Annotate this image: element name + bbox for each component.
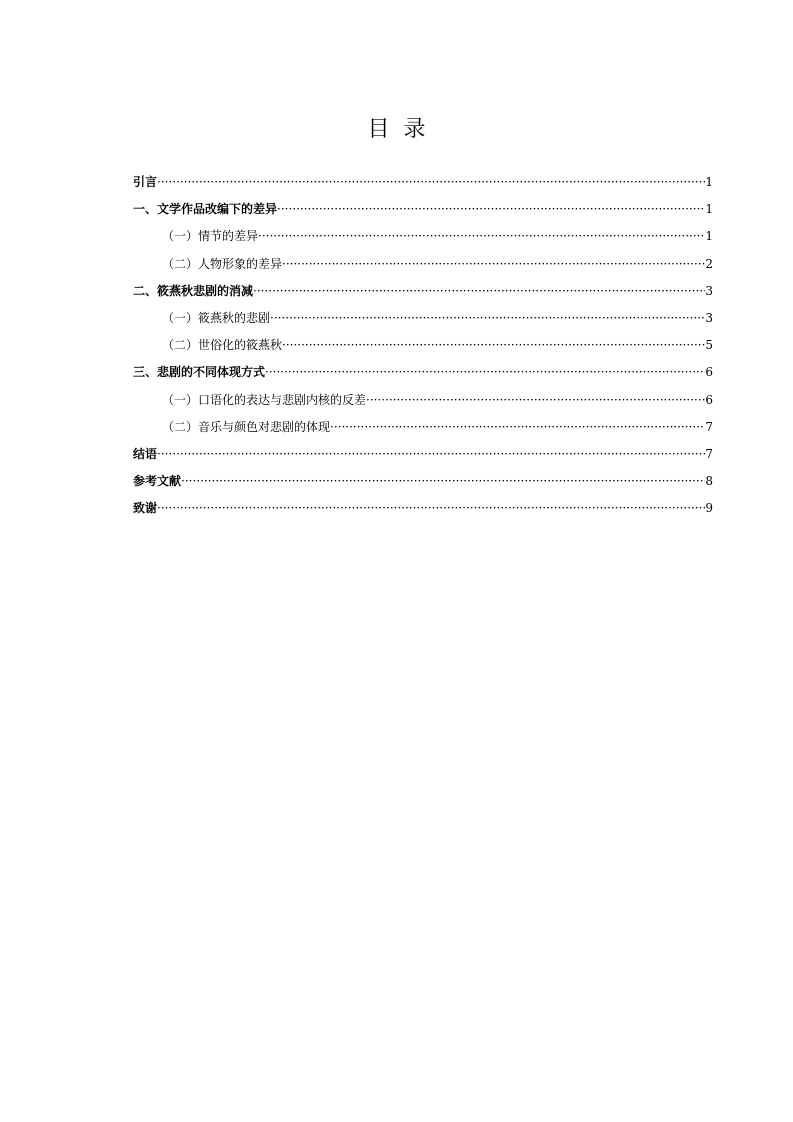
toc-entry-text: （二）音乐与颜色对悲剧的体现 — [162, 419, 331, 434]
toc-page-number: 7 — [705, 419, 713, 434]
toc-dot-leader — [258, 226, 705, 246]
toc-entry[interactable] — [133, 254, 713, 281]
toc-page-number: 8 — [705, 474, 713, 489]
toc-page-number: 3 — [705, 283, 713, 298]
toc-page-number: 1 — [705, 202, 713, 217]
toc-entry-text: 致谢 — [133, 501, 158, 516]
toc-entry-text: （二）人物形象的差异 — [162, 256, 283, 271]
toc-title: 目 录 — [367, 117, 426, 142]
toc-entry[interactable] — [133, 362, 713, 389]
toc-dot-leader — [253, 281, 705, 301]
toc-dot-leader — [270, 308, 705, 328]
toc-dot-leader — [157, 498, 705, 518]
toc-dot-leader — [157, 172, 705, 192]
toc-page-number: 1 — [705, 175, 713, 189]
toc-dot-leader — [330, 417, 705, 437]
toc-entry[interactable] — [133, 335, 713, 362]
table-of-contents — [133, 172, 713, 525]
toc-entry[interactable] — [133, 199, 713, 226]
toc-dot-leader — [282, 254, 705, 274]
toc-entry[interactable] — [133, 172, 713, 199]
toc-entry-text: 结语 — [133, 446, 158, 461]
toc-dot-leader — [157, 444, 705, 464]
toc-entry-text: 三、悲剧的不同体现方式 — [133, 365, 266, 380]
toc-page-number: 6 — [705, 365, 713, 380]
toc-entry-text: （二）世俗化的筱燕秋 — [162, 338, 283, 353]
toc-entry-text: 参考文献 — [133, 474, 182, 489]
toc-page-number: 5 — [705, 338, 713, 353]
toc-entry[interactable] — [133, 281, 713, 308]
toc-page-number: 3 — [705, 310, 713, 325]
toc-page-number: 9 — [705, 501, 713, 516]
toc-entry-text: （一）口语化的表达与悲剧内核的反差 — [162, 392, 367, 407]
toc-entry-text: （一）筱燕秋的悲剧 — [162, 310, 271, 325]
toc-dot-leader — [366, 390, 705, 410]
toc-page-number: 6 — [705, 392, 713, 407]
toc-entry-text: 二、筱燕秋悲剧的消减 — [133, 283, 254, 298]
toc-dot-leader — [277, 199, 705, 219]
toc-entry[interactable] — [133, 417, 713, 444]
toc-dot-leader — [181, 471, 705, 491]
toc-entry-text: （一）情节的差异 — [162, 229, 259, 244]
toc-page-number: 7 — [705, 446, 713, 461]
toc-entry[interactable] — [133, 226, 713, 253]
toc-entry-text: 一、文学作品改编下的差异 — [133, 202, 278, 217]
toc-entry[interactable] — [133, 444, 713, 471]
toc-page-number: 2 — [705, 256, 713, 271]
toc-entry[interactable] — [133, 471, 713, 498]
toc-dot-leader — [265, 362, 705, 382]
toc-dot-leader — [282, 335, 705, 355]
toc-entry-text: 引言 — [133, 175, 158, 189]
toc-entry[interactable] — [133, 498, 713, 525]
toc-entry[interactable] — [133, 308, 713, 335]
toc-page-number: 1 — [705, 229, 713, 244]
toc-entry[interactable] — [133, 390, 713, 417]
